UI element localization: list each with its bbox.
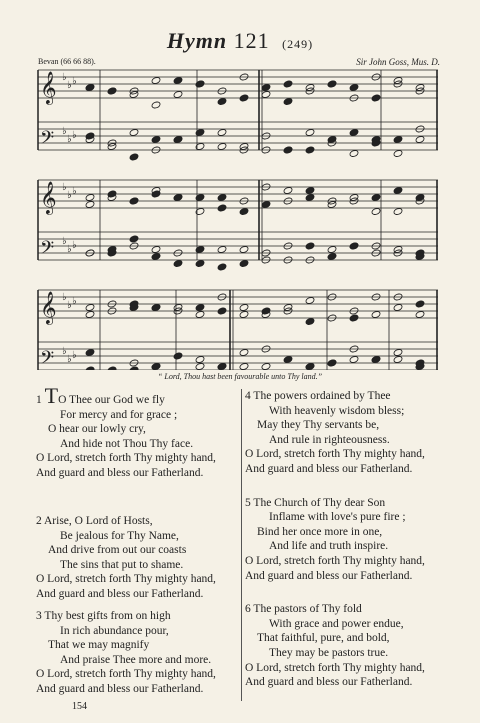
note-head xyxy=(349,355,359,363)
verse-line: O Lord, stretch forth Thy mighty hand, xyxy=(245,448,425,461)
note-head xyxy=(305,296,315,304)
tune-name: Bevan (66 66 88). xyxy=(38,57,96,66)
verse-6 xyxy=(245,602,455,690)
note-head xyxy=(85,310,95,318)
verse-line: Be jealous for Thy Name, xyxy=(60,529,179,542)
note-head xyxy=(129,366,139,370)
note-head xyxy=(239,303,249,311)
note-head xyxy=(415,300,425,308)
note-head xyxy=(217,245,227,253)
note-head xyxy=(151,245,161,253)
note-head xyxy=(129,153,139,161)
note-head xyxy=(173,303,183,311)
svg-text:♭: ♭ xyxy=(72,186,77,197)
verse-first-line: The pastors of Thy fold xyxy=(253,603,362,616)
verse-line: And praise Thee more and more. xyxy=(60,653,212,666)
verse-line: That faithful, pure, and bold, xyxy=(257,632,390,645)
verse-3 xyxy=(36,609,241,697)
note-head xyxy=(195,362,205,370)
note-head xyxy=(195,310,205,318)
svg-text:♭: ♭ xyxy=(72,296,77,307)
note-head xyxy=(283,80,293,88)
verse-5 xyxy=(245,496,455,584)
note-head xyxy=(283,186,293,194)
note-head xyxy=(327,135,337,143)
note-head xyxy=(393,149,403,157)
note-head xyxy=(151,76,161,84)
verse-line: That we may magnify xyxy=(48,639,150,652)
note-head xyxy=(151,135,161,143)
verse-line: And rule in righteousness. xyxy=(269,433,390,446)
note-head xyxy=(261,200,271,208)
note-head xyxy=(129,90,139,98)
verse-line: And life and truth inspire. xyxy=(269,540,389,553)
verse-number: 5 xyxy=(245,496,251,509)
note-head xyxy=(349,149,359,157)
note-head xyxy=(415,135,425,143)
verse-first-line: The Church of Thy dear Son xyxy=(253,496,386,509)
bass-clef-icon: 𝄢 xyxy=(40,128,55,153)
verse-line: O Lord, stretch forth Thy mighty hand, xyxy=(36,452,216,465)
note-head xyxy=(261,90,271,98)
note-head xyxy=(239,94,249,102)
verse-line: With grace and power endue, xyxy=(269,617,404,630)
treble-clef-icon: 𝄞 xyxy=(40,71,57,104)
note-head xyxy=(261,83,271,91)
verse-4 xyxy=(245,389,455,477)
verse-first-line: The powers ordained by Thee xyxy=(253,390,391,402)
verse-line: O Lord, stretch forth Thy mighty hand, xyxy=(245,661,425,674)
verse-line: In rich abundance pour, xyxy=(60,624,169,637)
svg-text:♭: ♭ xyxy=(62,182,67,193)
note-head xyxy=(327,359,337,367)
verse-number: 1 xyxy=(36,394,42,406)
bass-clef-icon: 𝄢 xyxy=(40,348,55,370)
note-head xyxy=(173,259,183,267)
note-head xyxy=(305,193,315,201)
note-head xyxy=(261,362,271,370)
svg-text:♭: ♭ xyxy=(72,130,77,141)
svg-text:♭: ♭ xyxy=(67,134,72,145)
note-head xyxy=(327,245,337,253)
note-head xyxy=(195,128,205,136)
bass-clef-icon: 𝄢 xyxy=(40,238,55,263)
note-head xyxy=(371,310,381,318)
hymn-title-word: Hymn xyxy=(166,28,228,53)
note-head xyxy=(393,135,403,143)
svg-text:♭: ♭ xyxy=(62,126,67,137)
verse-line: May they Thy servants be, xyxy=(257,419,380,432)
note-head xyxy=(305,362,315,370)
note-head xyxy=(327,252,337,260)
verse-first-line: Thy best gifts from on high xyxy=(44,610,171,622)
verses-right-column xyxy=(245,389,455,701)
note-head xyxy=(305,146,315,154)
note-head xyxy=(283,355,293,363)
note-head xyxy=(151,252,161,260)
note-head xyxy=(239,362,249,370)
svg-text:♭: ♭ xyxy=(67,190,72,201)
note-head xyxy=(195,207,205,215)
verse-first-line: O Thee our God we fly xyxy=(58,394,165,406)
note-head xyxy=(217,263,227,271)
svg-text:♭: ♭ xyxy=(62,346,67,357)
note-head xyxy=(217,193,227,201)
note-head xyxy=(239,348,249,356)
hymn-number: 121 xyxy=(233,28,270,53)
svg-text:♭: ♭ xyxy=(72,240,77,251)
note-head xyxy=(305,317,315,325)
note-head xyxy=(151,101,161,109)
note-head xyxy=(217,204,227,212)
svg-text:♭: ♭ xyxy=(72,350,77,361)
verse-line xyxy=(245,496,455,511)
note-head xyxy=(85,303,95,311)
verse-line xyxy=(245,389,455,404)
drop-cap: T xyxy=(44,383,59,408)
note-head xyxy=(195,142,205,150)
verse-number: 3 xyxy=(36,610,42,622)
verse-line xyxy=(36,514,241,529)
verse-line: O hear our lowly cry, xyxy=(48,423,146,436)
note-head xyxy=(85,193,95,201)
note-head xyxy=(217,307,227,315)
verses-left-column-2 xyxy=(36,514,241,602)
note-head xyxy=(129,235,139,243)
note-head xyxy=(305,186,315,194)
verse-line xyxy=(245,602,455,617)
note-head xyxy=(283,146,293,154)
note-head xyxy=(305,242,315,250)
verse-line: Inflame with love's pure fire ; xyxy=(269,511,406,524)
verse-line: And guard and bless our Fatherland. xyxy=(36,466,204,479)
verse-first-line: Arise, O Lord of Hosts, xyxy=(44,515,153,527)
svg-text:♭: ♭ xyxy=(67,354,72,365)
note-head xyxy=(239,245,249,253)
verse-1 xyxy=(36,383,241,481)
note-head xyxy=(349,83,359,91)
note-head xyxy=(349,128,359,136)
note-head xyxy=(393,348,403,356)
verse-line: The sins that put to shame. xyxy=(60,558,184,571)
note-head xyxy=(349,242,359,250)
verse-line: And guard and bless our Fatherland. xyxy=(245,569,413,582)
svg-text:♭: ♭ xyxy=(67,244,72,255)
note-head xyxy=(393,303,403,311)
svg-text:♭: ♭ xyxy=(62,292,67,303)
note-head xyxy=(173,193,183,201)
verses-left-column xyxy=(36,383,241,481)
note-head xyxy=(239,259,249,267)
note-head xyxy=(283,303,293,311)
motto: “ Lord, Thou hast been favourable unto Thy land.” xyxy=(157,372,323,381)
verse-line: For mercy and for grace ; xyxy=(60,408,178,421)
verse-number: 6 xyxy=(245,603,251,616)
verse-line xyxy=(36,383,241,408)
note-head xyxy=(195,303,205,311)
note-head xyxy=(173,90,183,98)
svg-text:♭: ♭ xyxy=(67,300,72,311)
verse-line xyxy=(36,609,241,624)
svg-text:♭: ♭ xyxy=(67,80,72,91)
note-head xyxy=(415,310,425,318)
treble-clef-icon: 𝄞 xyxy=(40,291,57,324)
verse-line: And guard and bless our Fatherland. xyxy=(36,587,204,600)
note-head xyxy=(217,128,227,136)
note-head xyxy=(107,190,117,198)
note-head xyxy=(239,142,249,150)
note-head xyxy=(217,142,227,150)
verse-line: And hide not Thou Thy face. xyxy=(60,437,194,450)
note-head xyxy=(239,310,249,318)
note-head xyxy=(85,132,95,140)
note-head xyxy=(393,355,403,363)
verse-line: And guard and bless our Fatherland. xyxy=(36,682,204,695)
note-head xyxy=(415,193,425,201)
treble-clef-icon: 𝄞 xyxy=(40,181,57,214)
verse-line: And drive from out our coasts xyxy=(48,544,187,557)
svg-text:♭: ♭ xyxy=(72,76,77,87)
hymn-alt-number: (249) xyxy=(282,37,314,51)
verse-line: And guard and bless our Fatherland. xyxy=(245,462,413,475)
note-head xyxy=(173,76,183,84)
verse-number: 2 xyxy=(36,515,42,527)
verse-line: With heavenly wisdom bless; xyxy=(269,404,405,417)
verse-line: Bind her once more in one, xyxy=(257,525,383,538)
note-head xyxy=(349,314,359,322)
verse-line: And guard and bless our Fatherland. xyxy=(245,676,413,689)
note-head xyxy=(85,348,95,356)
note-head xyxy=(195,259,205,267)
note-head xyxy=(107,366,117,370)
verse-line: O Lord, stretch forth Thy mighty hand, xyxy=(36,668,216,681)
note-head xyxy=(151,190,161,198)
verse-line: O Lord, stretch forth Thy mighty hand, xyxy=(245,554,425,567)
note-head xyxy=(107,87,117,95)
note-head xyxy=(85,366,95,370)
note-head xyxy=(195,245,205,253)
note-head xyxy=(85,200,95,208)
svg-text:♭: ♭ xyxy=(62,72,67,83)
note-heads xyxy=(85,73,425,370)
note-head xyxy=(393,207,403,215)
verse-2 xyxy=(36,514,241,602)
svg-text:♭: ♭ xyxy=(62,236,67,247)
note-head xyxy=(129,128,139,136)
verse-line: O Lord, stretch forth Thy mighty hand, xyxy=(36,573,216,586)
note-head xyxy=(195,80,205,88)
note-head xyxy=(195,355,205,363)
note-head xyxy=(371,193,381,201)
note-head xyxy=(173,135,183,143)
note-head xyxy=(283,97,293,105)
note-head xyxy=(371,207,381,215)
verses-left-column-3 xyxy=(36,609,241,697)
note-head xyxy=(393,186,403,194)
note-head xyxy=(239,207,249,215)
page-number: 154 xyxy=(72,701,87,712)
note-head xyxy=(195,193,205,201)
note-head xyxy=(173,352,183,360)
note-head xyxy=(371,94,381,102)
note-head xyxy=(305,128,315,136)
note-head xyxy=(217,97,227,105)
note-head xyxy=(107,142,117,150)
composer-name: Sir John Goss, Mus. D. xyxy=(356,57,440,67)
verse-line: They may be pastors true. xyxy=(269,646,389,659)
verse-number: 4 xyxy=(245,390,251,402)
